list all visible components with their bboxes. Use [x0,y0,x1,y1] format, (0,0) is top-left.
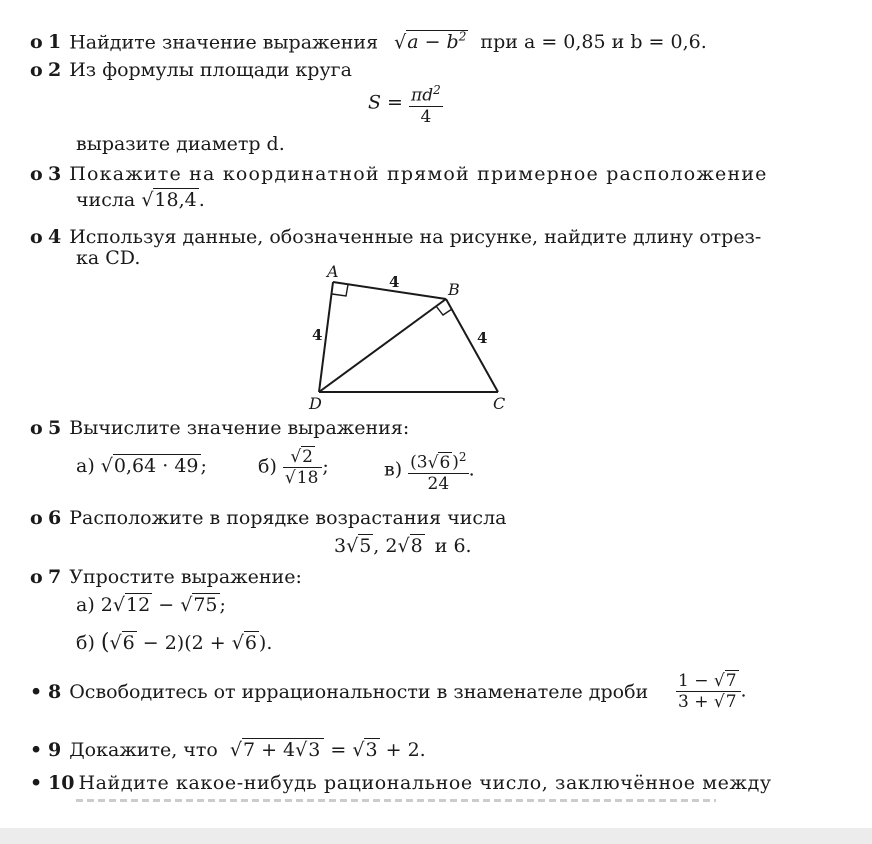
problem-5a: а) √0,64 · 49 ; [76,455,207,477]
problem-text: Используя данные, обозначенные на рисунке, найдите длину отрез- [69,226,762,248]
cropped-line-fragment [76,797,716,805]
circle-area-formula: S = $\frac{\pi d^2}{4}$ [368,80,443,127]
problem-6-numbers: 3√5 , 2√8 и 6. [334,535,472,557]
problem-6 [30,506,506,530]
problem-number: 9 [48,739,62,761]
problem-text: Расположите в порядке возрастания числа [69,507,507,529]
problem-number: 7 [48,566,62,588]
problem-text: Из формулы площади круга [69,59,352,81]
problem-3-line2: числа √18,4 . [76,189,205,211]
problem-2 [30,58,352,82]
page-bottom-band [0,828,872,844]
circle-marker-icon: o [30,31,43,54]
problem-number: 2 [48,59,62,81]
sqrt-expression: $√a - b^2$ [394,30,467,54]
quadrilateral-figure [300,262,520,412]
problem-1 [30,25,707,54]
problem-number: 8 [48,681,62,703]
problem-text: Найдите какое-нибудь рациональное число, заключённое между [78,772,772,794]
circle-marker-icon: o [30,507,43,529]
problem-4-line2: ка CD. [76,247,141,269]
vertex-label-b: B [448,280,460,299]
problem-number: 6 [48,507,62,529]
circle-marker-icon: o [30,566,43,588]
problem-5 [30,416,409,440]
problem-text: Найдите значение выражения [69,31,379,54]
sqrt-expression: √18,4 [141,189,197,211]
problem-3 [30,162,768,186]
problem-5c: в) $\frac{(3√6 )^2}{24}$ . [384,447,475,494]
problem-2-after: выразите диаметр d. [76,133,285,155]
problem-number: 10 [48,772,75,794]
problem-text: Вычислите значение выражения: [69,417,410,439]
problem-number: 4 [48,226,62,248]
problem-condition: при a = 0,85 и b = 0,6. [480,31,707,54]
edge-bc [446,299,498,392]
problem-7 [30,565,302,589]
problem-number: 3 [48,163,62,185]
problem-text: Освободитесь от иррациональности в знаменателе дроби [69,681,649,703]
problem-5b: б) $\frac{√2}{√18}$ ; [258,447,329,488]
vertex-label-a: A [327,262,339,281]
problem-7b: б) (√6 − 2)(2 + √6 ). [76,630,273,655]
problem-7a: а) 2√12 − √75 ; [76,594,226,616]
problem-number: 1 [48,31,62,54]
edge-label-ab: 4 [389,273,400,291]
bullet-marker-icon: • [30,681,43,703]
vertex-label-d: D [309,394,322,412]
diagonal-db [319,299,446,392]
problem-number: 5 [48,417,62,439]
edge-label-ad: 4 [312,326,323,344]
circle-marker-icon: o [30,226,43,248]
problem-text: Докажите, что [69,739,218,761]
circle-marker-icon: o [30,417,43,439]
problem-8 [30,680,648,704]
problem-8-fraction: $\frac{1 - √7}{3 + √7}$ . [678,671,747,712]
right-angle-a-icon [332,285,348,297]
vertex-label-c: C [493,394,506,412]
bullet-marker-icon: • [30,739,43,761]
problem-text: Покажите на координатной прямой примерное расположение [69,163,768,185]
circle-marker-icon: o [30,163,43,185]
problem-text: Упростите выражение: [69,566,302,588]
problem-10 [30,771,772,795]
circle-marker-icon: o [30,59,43,81]
problem-9: • 9 Докажите, что √7 + 4√3 = √3 + 2. [30,739,426,761]
bullet-marker-icon: • [30,772,43,794]
edge-label-bc: 4 [477,329,488,347]
